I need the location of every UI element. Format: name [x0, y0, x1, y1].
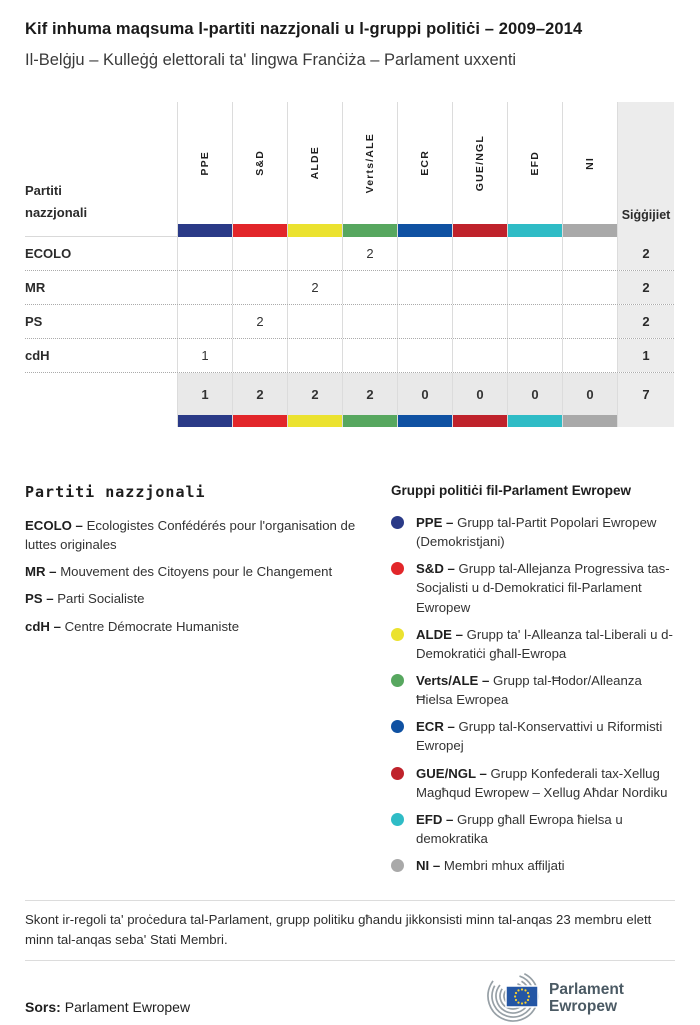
cell-value: [287, 339, 342, 372]
cell-value: [342, 339, 397, 372]
group-color-dot: [391, 767, 404, 780]
party-name: MR: [25, 280, 46, 295]
national-parties-heading: Partiti nazzjonali: [25, 483, 206, 501]
list-item: Verts/ALE – Grupp tal-Ħodor/Alleanza Ħielsa Ewropea: [391, 671, 675, 709]
seats-table: [25, 102, 674, 427]
cell-value: [232, 237, 287, 270]
cell-value: [342, 271, 397, 304]
group-color-bar: [453, 224, 507, 237]
cell-value: 2: [342, 237, 397, 270]
total-value: 0: [397, 373, 452, 415]
list-item: PS – Parti Socialiste: [25, 591, 145, 607]
list-item: MR – Mouvement des Citoyens pour le Changement: [25, 564, 333, 580]
cell-value: [562, 237, 617, 270]
column-header-ppe: [177, 102, 232, 237]
column-header-seats: [617, 102, 674, 237]
cell-value: [397, 339, 452, 372]
party-name: PS: [25, 314, 43, 329]
column-header-gue-ngl: [452, 102, 507, 237]
cell-value: [232, 271, 287, 304]
cell-value: 2: [232, 305, 287, 338]
cell-value: [507, 237, 562, 270]
group-color-bar: [398, 224, 452, 237]
seats-label: Siġġijiet: [621, 208, 671, 222]
seats-value: 2: [617, 305, 674, 338]
column-label: Verts/ALE: [364, 132, 376, 194]
seats-value: 1: [617, 339, 674, 372]
list-item: ALDE – Grupp ta' l-Alleanza tal-Liberali u d-Demokratiċi għall-Ewropa: [391, 625, 675, 663]
total-value: 1: [177, 373, 232, 415]
cell-value: [177, 271, 232, 304]
footer: [25, 967, 675, 1025]
ep-logo: [479, 967, 675, 1025]
column-label: S&D: [254, 150, 266, 176]
group-color-bar: [232, 415, 287, 427]
seats-column-footer: [617, 415, 674, 427]
total-seats-value: 7: [617, 373, 674, 415]
divider: [25, 960, 675, 961]
cell-value: [342, 305, 397, 338]
cell-value: [177, 237, 232, 270]
cell-value: [452, 339, 507, 372]
political-groups-heading: Gruppi politiċi fil-Parlament Ewropew: [391, 483, 632, 498]
list-item: EFD – Grupp għall Ewropa ħielsa u demokratika: [391, 810, 675, 848]
cell-value: [287, 237, 342, 270]
logo-text-line1: Parlament: [549, 980, 624, 998]
group-color-bar: [178, 224, 232, 237]
party-name: cdH: [25, 348, 50, 363]
group-color-bar: [507, 415, 562, 427]
group-color-bar: [508, 224, 562, 237]
group-color-bar: [177, 415, 232, 427]
list-item: S&D – Grupp tal-Allejanza Progressiva tas-Socjalisti u d-Demokratici fil-Parlament Ewropew: [391, 559, 675, 616]
group-color-bar: [562, 415, 617, 427]
bottom-color-bar-row: [25, 415, 674, 427]
group-color-bar: [397, 415, 452, 427]
total-value: 0: [452, 373, 507, 415]
cell-value: [562, 271, 617, 304]
cell-value: [287, 305, 342, 338]
page-subtitle: Il-Belġju – Kulleġġ elettorali ta' lingwa Franċiża – Parlament uxxenti: [25, 51, 517, 69]
total-value: 2: [287, 373, 342, 415]
column-header-verts-ale: [342, 102, 397, 237]
column-header-ecr: [397, 102, 452, 237]
national-parties-legend: [25, 483, 369, 883]
page-title: Kif inhuma maqsuma l-partiti nazzjonali u l-gruppi politiċi – 2009–2014: [25, 20, 583, 38]
source-value: Parlament Ewropew: [64, 998, 191, 1015]
group-color-bar: [452, 415, 507, 427]
cell-value: [397, 271, 452, 304]
cell-value: [397, 237, 452, 270]
column-label: ECR: [419, 150, 431, 176]
group-color-dot: [391, 562, 404, 575]
seats-value: 2: [617, 237, 674, 270]
source-label: Sors:: [25, 998, 61, 1015]
table-header-row: [25, 102, 674, 237]
cell-value: [452, 305, 507, 338]
total-value: 2: [342, 373, 397, 415]
cell-value: [232, 339, 287, 372]
table-row-ecolo: [25, 237, 674, 271]
group-color-bar: [287, 415, 342, 427]
group-color-bar: [342, 415, 397, 427]
cell-value: [562, 305, 617, 338]
column-label: ALDE: [309, 146, 321, 180]
group-color-dot: [391, 859, 404, 872]
party-name: ECOLO: [25, 246, 72, 261]
list-item: PPE – Grupp tal-Partit Popolari Ewropew (Demokristjani): [391, 513, 675, 551]
group-color-dot: [391, 720, 404, 733]
cell-value: [177, 305, 232, 338]
table-row-cdh: [25, 339, 674, 373]
table-corner-header: [25, 102, 177, 237]
group-color-bar: [563, 224, 617, 237]
svg-text:Parlament Ewropew: [549, 981, 628, 1015]
column-header-alde: [287, 102, 342, 237]
totals-row: [25, 373, 674, 415]
cell-value: [507, 305, 562, 338]
column-label: GUE/NGL: [474, 134, 486, 192]
bar-spacer: [25, 415, 177, 427]
corner-label: Partiti nazzjonali: [25, 183, 88, 220]
ep-logo-graphic: [479, 967, 675, 1025]
cell-value: [507, 271, 562, 304]
cell-value: [397, 305, 452, 338]
footnote: Skont ir-regoli ta' proċedura tal-Parlament, grupp politiku għandu jikkonsisti minn tal-anqas 23 membru elett minn tal-anqas seba' Stati Membri.: [25, 912, 652, 948]
source-line: [25, 999, 190, 1025]
group-color-bar: [343, 224, 397, 237]
group-color-bar: [288, 224, 342, 237]
list-item: GUE/NGL – Grupp Konfederali tax-Xellug Magħqud Ewropew – Xellug Aħdar Nordiku: [391, 764, 675, 802]
political-groups-legend: [391, 483, 675, 883]
group-color-dot: [391, 813, 404, 826]
total-value: 0: [562, 373, 617, 415]
seats-value: 2: [617, 271, 674, 304]
cell-value: [507, 339, 562, 372]
cell-value: 2: [287, 271, 342, 304]
logo-text-line2: Ewropew: [549, 997, 618, 1015]
column-header-efd: [507, 102, 562, 237]
total-value: 0: [507, 373, 562, 415]
list-item: cdH – Centre Démocrate Humaniste: [25, 618, 240, 634]
column-label: PPE: [199, 150, 211, 176]
column-header-sd: [232, 102, 287, 237]
list-item: ECOLO – Ecologistes Confédérés pour l'organisation de luttes originales: [25, 518, 356, 553]
table-row-ps: [25, 305, 674, 339]
legends-section: [25, 483, 675, 883]
cell-value: [562, 339, 617, 372]
cell-value: [452, 237, 507, 270]
column-label: EFD: [529, 150, 541, 176]
cell-value: 1: [177, 339, 232, 372]
list-item: ECR – Grupp tal-Konservattivi u Riformisti Ewropej: [391, 717, 675, 755]
group-color-dot: [391, 674, 404, 687]
group-color-dot: [391, 516, 404, 529]
group-color-bar: [233, 224, 287, 237]
cell-value: [452, 271, 507, 304]
group-color-dot: [391, 628, 404, 641]
totals-spacer: [25, 373, 177, 415]
table-row-mr: [25, 271, 674, 305]
list-item: NI – Membri mhux affiljati: [391, 856, 675, 875]
column-header-ni: [562, 102, 617, 237]
column-label: NI: [584, 156, 596, 170]
total-value: 2: [232, 373, 287, 415]
